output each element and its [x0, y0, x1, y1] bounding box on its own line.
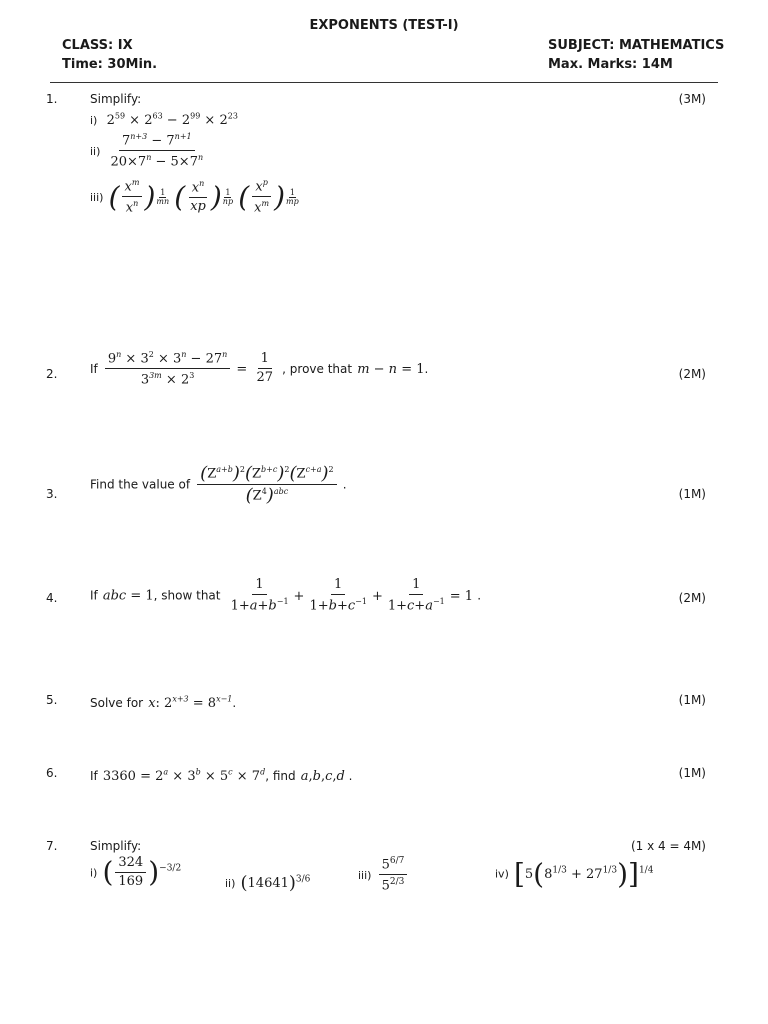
question-6-prefix: If [90, 769, 98, 783]
question-4-statement: If abc = 1, show that $\frac{1}{1+a+b^{-1}}$ + $\frac{1}{1+b+c^{-1}}$ + $\frac{1}{1+c+a^{-1}}$ = 1 . [90, 577, 482, 614]
question-5-marks: (1M) [678, 693, 706, 707]
max-marks-label: Max. Marks: 14M [548, 57, 673, 72]
q2-result: m − n = 1 [357, 361, 425, 377]
time-label: Time: 30Min. [62, 57, 158, 72]
question-3-marks: (1M) [678, 487, 706, 501]
question-6-statement: If $3360 = 2^a \times 3^b \times 5^c \times 7^d$, find a,b,c,d . [90, 767, 353, 784]
q1-expression-i: $2^{59} \times 2^{63} - 2^{99} \times 2^{23}$ [102, 111, 238, 128]
q2-equation: $\frac{9^n \times 3^2 \times 3^n - 27^n}{3^{3m} \times 2^3}$ = $\frac{1}{27}$ [103, 362, 282, 377]
page-title: EXPONENTS (TEST-I) [309, 18, 459, 33]
question-2-number: 2. [46, 367, 58, 381]
subject-label: SUBJECT: MATHEMATICS [548, 38, 725, 53]
question-5-text: Solve for [90, 696, 144, 710]
q7-part-iv-label: iv) [495, 867, 509, 881]
part-iii-label: iii) [90, 190, 104, 204]
question-4-number: 4. [46, 591, 58, 605]
question-6-marks: (1M) [678, 766, 706, 780]
part-i-label: i) [90, 114, 98, 127]
question-5-statement: Solve for x: $2^{x+3} = 8^{x-1}$. [90, 694, 237, 711]
q7-part-ii-label: ii) [225, 877, 236, 890]
question-4-prefix: If [90, 588, 98, 603]
question-7-part-iii [358, 856, 409, 895]
q3-expression: $\frac{(Z^{a+b})^2(Z^{b+c})^2(Z^{c+a})^2}{(Z^4)^{abc}}$ [195, 478, 343, 493]
q1-expression-ii: $\frac{7^{n+3} - 7^{n+1}}{20\times 7^n - 5\times 7^n}$ [110, 132, 204, 170]
q7-expression-iv: $[5(8^{1/3} + 27^{1/3})]^{1/4}$ [513, 857, 654, 890]
question-1-part-i [90, 109, 238, 128]
q1-expression-iii: ( $\frac{x^m}{x^n}$ ) $\frac{1}{mn}$ ( $\frac{x^n}{xp}$ ) $\frac{1}{np}$ ( $\frac{x^p}{x^m}$ ) $\frac{1}{mp}$ [108, 178, 299, 216]
q7-expression-iii: $\frac{5^{6/7}}{5^{2/3}}$ [377, 868, 410, 883]
question-7-part-iv [495, 857, 654, 890]
q6-equation: $3360 = 2^a \times 3^b \times 5^c \times 7^d$ [102, 767, 266, 784]
question-2-statement: If $\frac{9^n \times 3^2 \times 3^n - 27^n}{3^{3m} \times 2^3}$ = $\frac{1}{27}$ , prove that m − n = 1. [90, 350, 429, 388]
question-3-number: 3. [46, 487, 58, 501]
question-1-marks: (3M) [678, 92, 706, 106]
question-1-prompt: Simplify: [90, 92, 142, 106]
q5-equation: x: $2^{x+3} = 8^{x-1}$ [148, 694, 233, 711]
q6-unknowns: a,b,c,d [300, 769, 345, 784]
q4-equation: $\frac{1}{1+a+b^{-1}}$ + $\frac{1}{1+b+c^{-1}}$ + $\frac{1}{1+c+a^{-1}}$ = 1 [230, 577, 474, 614]
question-3-text: Find the value of [90, 477, 191, 492]
question-1-part-iii [90, 178, 300, 217]
question-4-text: , show that [153, 588, 221, 603]
question-5-number: 5. [46, 693, 58, 707]
q4-condition: abc = 1 [102, 588, 154, 604]
question-7-part-ii [225, 872, 310, 893]
class-label: CLASS: IX [62, 38, 133, 53]
q7-expression-i: ( $\frac{324}{169}$ )$^{-3/2}$ [102, 855, 182, 889]
question-6-text: , find [265, 769, 296, 783]
question-3-statement: Find the value of $\frac{(Z^{a+b})^2(Z^{b+c})^2(Z^{c+a})^2}{(Z^4)^{abc}}$ . [90, 463, 347, 506]
question-1-number: 1. [46, 92, 58, 106]
q7-expression-ii: $(14641)^{3/6}$ [240, 872, 311, 894]
question-7-marks: (1 x 4 = 4M) [630, 839, 706, 853]
question-7-prompt: Simplify: [90, 839, 142, 853]
part-ii-label: ii) [90, 144, 101, 158]
question-7-part-i [90, 856, 181, 890]
question-1-part-ii [90, 132, 208, 171]
question-6-number: 6. [46, 766, 58, 780]
question-2-marks: (2M) [678, 367, 706, 381]
question-4-marks: (2M) [678, 591, 706, 605]
header-divider [50, 82, 718, 83]
question-2-prefix: If [90, 361, 98, 376]
question-2-text: , prove that [282, 361, 353, 376]
question-7-number: 7. [46, 839, 58, 853]
q7-part-iii-label: iii) [358, 868, 372, 882]
q7-part-i-label: i) [90, 866, 98, 880]
